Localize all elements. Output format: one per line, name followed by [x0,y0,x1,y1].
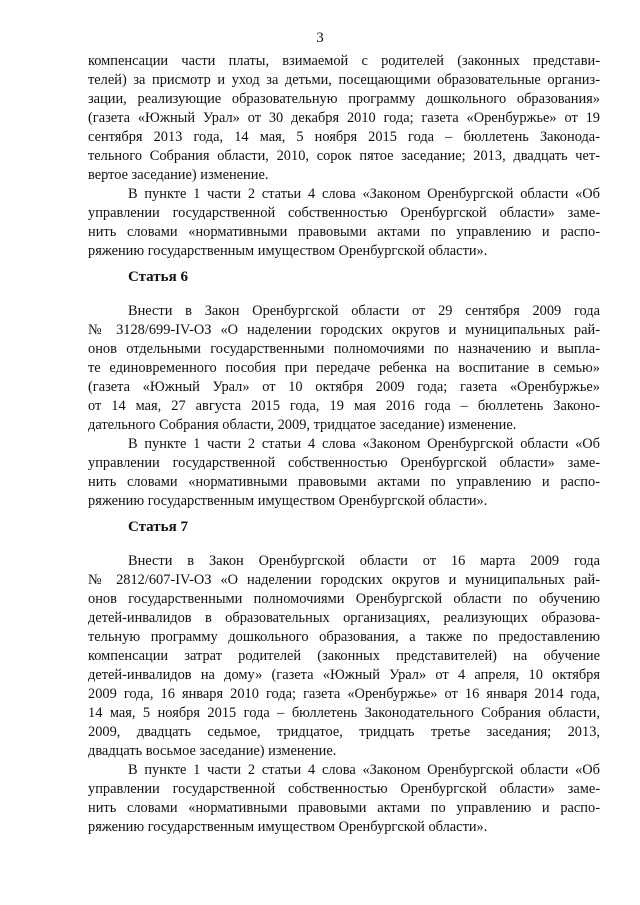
text-line: Внести в Закон Оренбургской области от 29 сентября 2009 года [128,303,600,319]
text-line: В пункте 1 части 2 статьи 4 слова «Законом Оренбургской области «Об [128,186,600,202]
text-line: детей-инвалидов в образовательных организациях, реализующих образова- [88,610,600,626]
article-heading: Статья 7 [128,519,188,535]
text-line: двадцать восьмое заседание) изменение. [88,743,337,759]
text-line: тельную программу дошкольного образования, а также по предоставлению [88,629,600,645]
text-line: управлении государственной собственностью Оренбургской области» заме- [88,205,600,221]
text-line: 14 мая, 5 ноября 2015 года – бюллетень Законодательного Собрания области, [88,705,600,721]
page-number: 3 [316,30,324,46]
text-line: 2009 года, 16 января 2010 года; газета «Оренбуржье» от 16 января 2014 года, [88,686,600,702]
text-line: те единовременного пособия при передаче ребенка на воспитание в семью» [88,360,600,376]
text-line: компенсации части платы, взимаемой с родителей (законных представи- [88,53,600,69]
text-line: № 2812/607-IV-ОЗ «О наделении городских округов и муниципальных рай- [88,572,600,588]
text-line: нить словами «нормативными правовыми актами по управлению и распо- [88,224,600,240]
text-line: управлении государственной собственностью Оренбургской области» заме- [88,781,600,797]
text-line: нить словами «нормативными правовыми актами по управлению и распо- [88,474,600,490]
text-line: телей) за присмотр и уход за детьми, посещающими образовательные организ- [88,72,600,88]
text-line: 2009, двадцать седьмое, тридцатое, тридцать третье заседания; 2013, [88,724,600,740]
text-line: ряжению государственным имуществом Оренбургской области». [88,819,488,835]
text-line: ряжению государственным имуществом Оренбургской области». [88,493,488,509]
text-line: зации, реализующие образовательную программу дошкольного образования» [88,91,600,107]
text-line: компенсации затрат родителей (законных представителей) на обучение [88,648,600,664]
text-line: управлении государственной собственностью Оренбургской области» заме- [88,455,600,471]
text-line: В пункте 1 части 2 статьи 4 слова «Законом Оренбургской области «Об [128,436,600,452]
text-line: Внести в Закон Оренбургской области от 16 марта 2009 года [128,553,600,569]
text-line: онов государственными полномочиями Оренбургской области по обучению [88,591,600,607]
text-line: сентября 2013 года, 14 мая, 5 ноября 2015 года – бюллетень Законода- [88,129,600,145]
text-line: (газета «Южный Урал» от 30 декабря 2010 года; газета «Оренбуржье» от 19 [88,110,600,126]
text-line: детей-инвалидов на дому» (газета «Южный Урал» от 4 апреля, 10 октября [88,667,600,683]
text-line: вертое заседание) изменение. [88,167,269,183]
article-heading: Статья 6 [128,269,188,285]
text-line: от 14 мая, 27 августа 2015 года, 19 мая 2016 года – бюллетень Законо- [88,398,600,414]
text-line: (газета «Южный Урал» от 10 октября 2009 года; газета «Оренбуржье» [88,379,600,395]
text-line: дательного Собрания области, 2009, тридцатое заседание) изменение. [88,417,517,433]
text-line: тельного Собрания области, 2010, сорок пятое заседание; 2013, двадцать чет- [88,148,600,164]
text-line: В пункте 1 части 2 статьи 4 слова «Законом Оренбургской области «Об [128,762,600,778]
text-line: нить словами «нормативными правовыми актами по управлению и распо- [88,800,600,816]
text-line: ряжению государственным имуществом Оренбургской области». [88,243,488,259]
text-line: онов отдельными государственными полномочиями по назначению и выпла- [88,341,600,357]
text-line: № 3128/699-IV-ОЗ «О наделении городских округов и муниципальных рай- [88,322,600,338]
